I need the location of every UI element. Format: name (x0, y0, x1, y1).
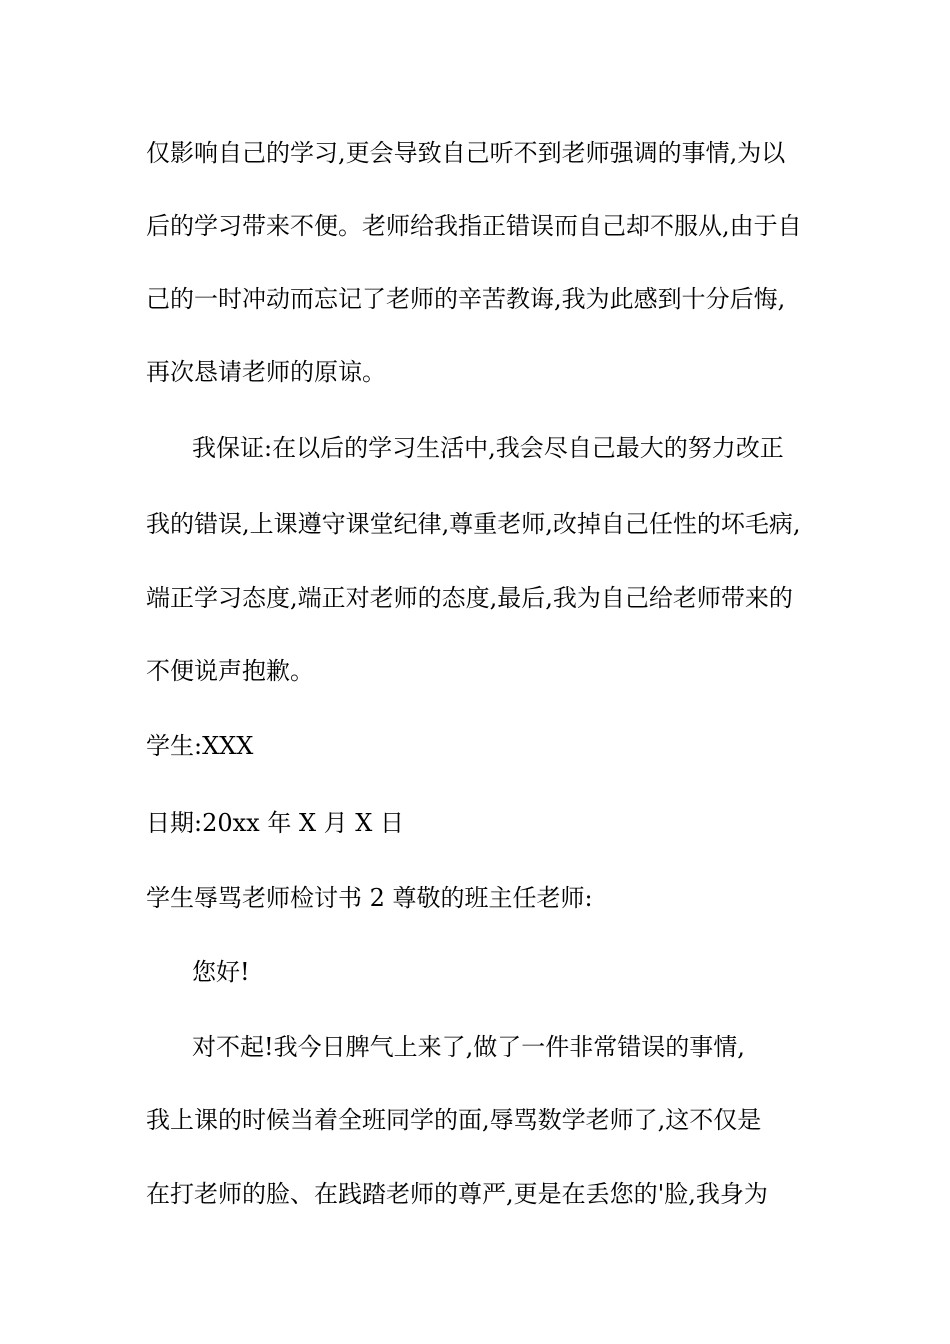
paragraph-line: 端正学习态度,端正对老师的态度,最后,我为自己给老师带来的 (146, 584, 793, 612)
paragraph-line: 在打老师的脸、在践踏老师的尊严,更是在丢您的'脸,我身为 (146, 1180, 768, 1208)
paragraph-line: 后的学习带来不便。老师给我指正错误而自己却不服从,由于自 (146, 212, 802, 240)
paragraph-line: 我的错误,上课遵守课堂纪律,尊重老师,改掉自己任性的坏毛病, (146, 510, 801, 538)
paragraph-line: 仅影响自己的学习,更会导致自己听不到老师强调的事情,为以 (146, 139, 786, 167)
paragraph-line: 我保证:在以后的学习生活中,我会尽自己最大的努力改正 (192, 434, 784, 462)
paragraph-line: 己的一时冲动而忘记了老师的辛苦教诲,我为此感到十分后悔, (146, 285, 786, 313)
paragraph-line: 对不起!我今日脾气上来了,做了一件非常错误的事情, (192, 1033, 745, 1061)
paragraph-line: 我上课的时候当着全班同学的面,辱骂数学老师了,这不仅是 (146, 1106, 762, 1134)
greeting: 您好! (192, 958, 250, 986)
paragraph-line: 再次恳请老师的原谅。 (146, 358, 386, 386)
date-line: 日期:20xx 年 X 月 X 日 (146, 809, 405, 837)
paragraph-line: 不便说声抱歉。 (146, 657, 314, 685)
student-signature: 学生:XXX (146, 732, 254, 760)
section-heading: 学生辱骂老师检讨书 2 尊敬的班主任老师: (146, 884, 593, 912)
